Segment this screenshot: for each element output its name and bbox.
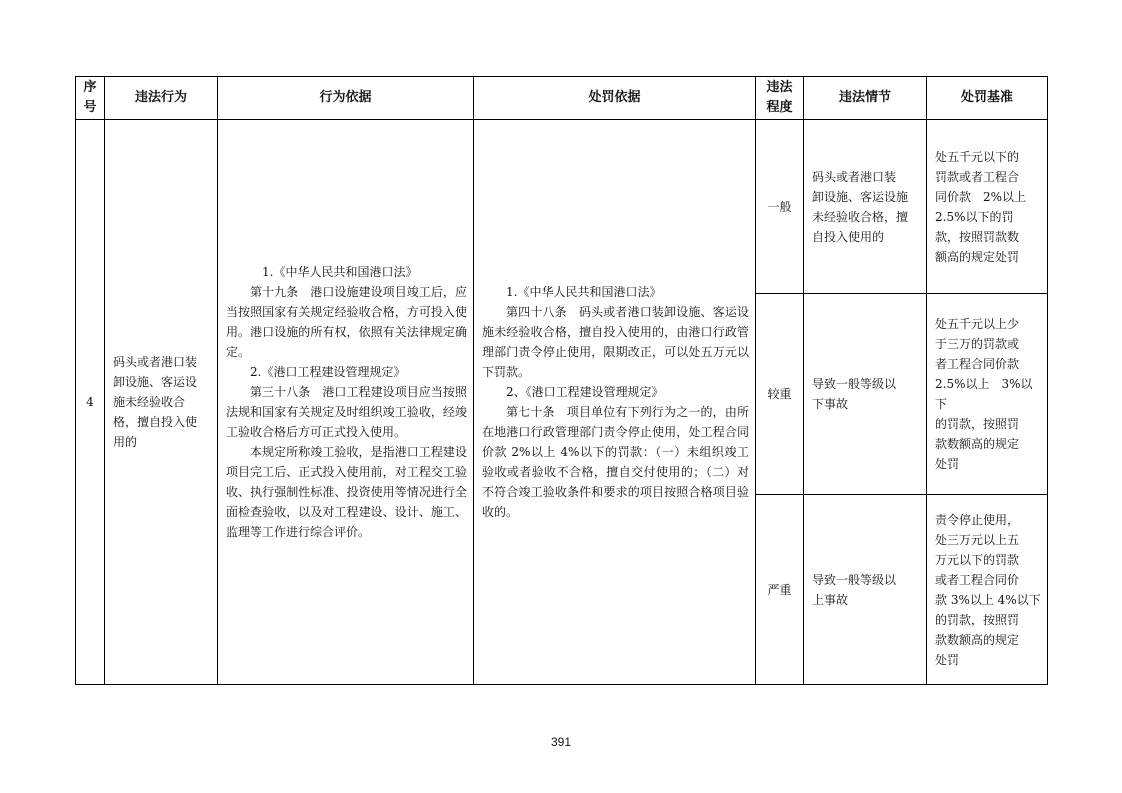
penalty-standards-table [75,76,1048,685]
header-act: 违法行为 [105,77,218,120]
violation-act: 码头或者港口装 卸设施、客运设 施未经验收合 格，擅自投入使 用的 [105,120,218,685]
standard-general: 处五千元以下的 罚款或者工程合 同价款 2%以上 2.5%以下的罚 款，按照罚款数 额高的规定处罚 [927,120,1048,294]
basis-law-title: 1.《中华人民共和国港口法》 [262,265,418,279]
standard-serious: 处五千元以上少 于三万的罚款或 者工程合同价款 2.5%以上 3%以下 的罚款，按照罚 款数额高的规定 处罚 [927,294,1048,495]
header-row [76,77,1048,120]
penalty-basis-cell [474,120,756,685]
plot-severe: 导致一般等级以 上事故 [804,495,927,685]
penalty-regulation-title: 2、《港口工程建设管理规定》 [506,385,664,399]
basis-definition: 本规定所称竣工验收，是指港口工程建设项目完工后、正式投入使用前，对工程交工验收、执行强制性标准、投资使用等情况进行全面检查验收，以及对工程建设、设计、施工、监理等工作进行综合评价。 [226,445,467,539]
header-penalty: 处罚依据 [474,77,756,120]
penalty-law-title: 1.《中华人民共和国港口法》 [506,285,662,299]
basis-article-19: 第十九条 港口设施建设项目竣工后，应当按照国家有关规定经验收合格，方可投入使用。港口设施的所有权，依照有关法律规定确定。 [226,285,467,359]
header-standard: 处罚基准 [927,77,1048,120]
row-number: 4 [76,120,105,685]
penalty-article-70: 第七十条 项目单位有下列行为之一的，由所在地港口行政管理部门责令停止使用，处工程合同价款 2%以上 4%以下的罚款：（一）未组织竣工验收或者验收不合格，擅自交付使用的；（二）对不符合竣工验收条件和要求的项目按照合格项目验收的。 [482,405,749,519]
penalty-article-48: 第四十八条 码头或者港口装卸设施、客运设施未经验收合格，擅自投入使用的，由港口行政管理部门责令停止使用，限期改正，可以处五万元以下罚款。 [482,305,749,379]
degree-serious: 较重 [756,294,804,495]
plot-serious: 导致一般等级以 下事故 [804,294,927,495]
degree-severe: 严重 [756,495,804,685]
table-row-level-general [76,120,1048,294]
plot-general: 码头或者港口装 卸设施、客运设施 未经验收合格，擅 自投入使用的 [804,120,927,294]
page-number: 391 [550,735,572,749]
header-basis: 行为依据 [218,77,474,120]
degree-general: 一般 [756,120,804,294]
basis-regulation-title: 2.《港口工程建设管理规定》 [250,365,406,379]
standard-severe: 责令停止使用， 处三万元以上五 万元以下的罚款 或者工程合同价 款 3%以上 4%以下 的罚款，按照罚 款数额高的规定 处罚 [927,495,1048,685]
basis-article-38: 第三十八条 港口工程建设项目应当按照法规和国家有关规定及时组织竣工验收，经竣工验收合格后方可正式投入使用。 [226,385,467,439]
header-degree: 违法 程度 [756,77,804,120]
header-plot: 违法情节 [804,77,927,120]
header-num: 序 号 [76,77,105,120]
legal-basis-cell [218,120,474,685]
